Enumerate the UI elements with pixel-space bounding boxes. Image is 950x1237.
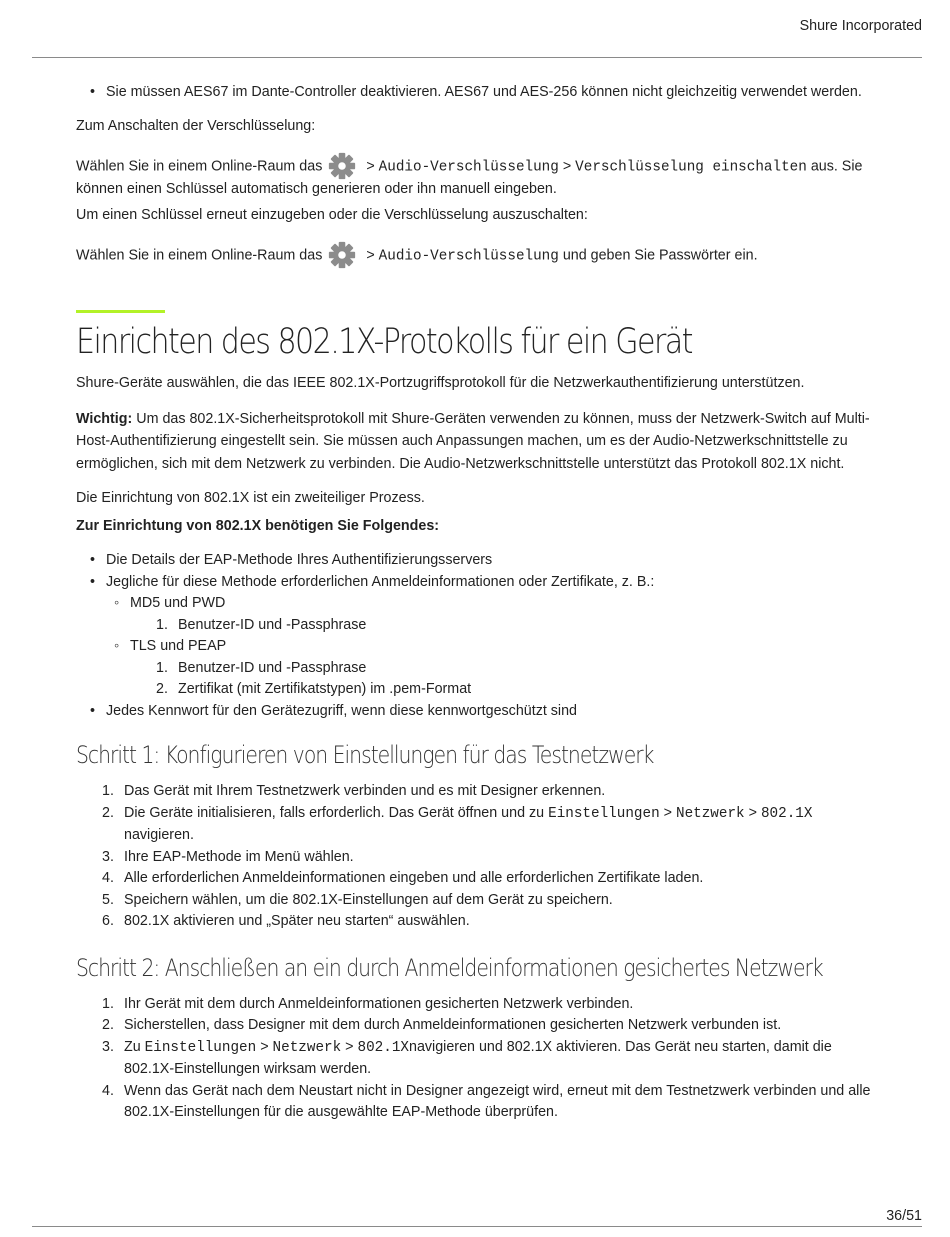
enc-change-intro: Um einen Schlüssel erneut einzugeben oder die Verschlüsselung auszuschalten:: [76, 206, 588, 223]
list-item: Zu Einstellungen > Netzwerk > 802.1Xnavigieren und 802.1X aktivieren. Das Gerät neu starten, damit die 802.1X-Einstellungen wirksam werden.: [124, 1038, 832, 1077]
gear-icon: [326, 240, 358, 270]
list-item: Ihre EAP-Methode im Menü wählen.: [124, 848, 354, 865]
step2-title: Schritt 2: Anschließen an ein durch Anmeldeinformationen gesichertes Netzwerk: [76, 953, 823, 982]
step2-list: [76, 994, 872, 1124]
enc-on-intro: Zum Anschalten der Verschlüsselung:: [76, 117, 316, 134]
section-accent-bar: [76, 310, 165, 313]
list-item: • Die Details der EAP-Methode Ihres Authentifizierungsservers: [106, 550, 872, 572]
list-item: 802.1X aktivieren und „Später neu starten“ auswählen.: [124, 913, 470, 929]
tls-credentials-list: [130, 658, 872, 701]
list-item: Sicherstellen, dass Designer mit dem durch Anmeldeinformationen gesicherten Netzwerk verbunden ist.: [124, 1017, 782, 1033]
list-item: Zertifikat (mit Zertifikatstypen) im .pem-Format: [178, 681, 472, 697]
list-item: Benutzer-ID und -Passphrase: [178, 659, 367, 676]
enc-on-instruction: Wählen Sie in einem Online-Raum das > Audio-Verschlüsselung > Verschlüsselung einschalten aus. Sie können einen Schlüssel automatisch generieren oder ihn manuell eingeben.: [76, 149, 872, 201]
needs-heading: Zur Einrichtung von 802.1X benötigen Sie Folgendes:: [76, 517, 440, 534]
list-item: Ihr Gerät mit dem durch Anmeldeinformationen gesicherten Netzwerk verbinden.: [124, 995, 634, 1012]
important-note: Wichtig: Um das 802.1X-Sicherheitsprotokoll mit Shure-Geräten verwenden zu können, muss der Netzwerk-Switch auf Multi-Host-Authentifizierung eingestellt sein. Sie müssen auch Anpassungen machen, um es der Audio-Netzwerkschnittstelle zu ermöglichen, sich mit dem Netzwerk zu verbinden. Die Audio-Netzwerkschnittstelle unterstützt das Protokoll 802.1X nicht.: [76, 410, 870, 472]
list-item: ◦ MD5 und PWD Benutzer-ID und -Passphrase: [130, 593, 872, 636]
footer-rule: [32, 1226, 922, 1227]
list-item: • Jegliche für diese Methode erforderlichen Anmeldeinformationen oder Zertifikate, z. B.: ◦ MD5 und PWD Benutzer-ID und -Passphrase ◦ TLS und PEAP Benutzer-ID und -Passphrase Zertifikat (mit Zertifikatstypen) im .pem-Format: [106, 572, 872, 701]
gear-icon: [326, 151, 358, 181]
enc-change-instruction: Wählen Sie in einem Online-Raum das > Audio-Verschlüsselung und geben Sie Passwörter ein.: [76, 238, 872, 268]
header-company: Shure Incorporated: [799, 18, 922, 34]
menu-path-enable-encryption: Verschlüsselung einschalten: [575, 159, 807, 176]
credential-types-list: [106, 593, 872, 701]
step1-list: [76, 781, 872, 933]
list-item: Wenn das Gerät nach dem Neustart nicht in Designer angezeigt wird, erneut mit dem Testnetzwerk verbinden und alle 802.1X-Einstellungen für die ausgewählte EAP-Methode überprüfen.: [124, 1082, 871, 1120]
section-title: Einrichten des 802.1X-Protokolls für ein Gerät: [76, 322, 692, 362]
page-number: 36/51: [886, 1208, 922, 1224]
page-content: [76, 82, 872, 1124]
important-label: Wichtig:: [76, 410, 133, 427]
list-item: ◦ TLS und PEAP Benutzer-ID und -Passphrase Zertifikat (mit Zertifikatstypen) im .pem-Format: [130, 636, 872, 701]
step1-title: Schritt 1: Konfigurieren von Einstellungen für das Testnetzwerk: [76, 741, 654, 769]
list-item: • Jedes Kennwort für den Gerätezugriff, wenn diese kennwortgeschützt sind: [106, 701, 872, 723]
list-item: Das Gerät mit Ihrem Testnetzwerk verbinden und es mit Designer erkennen.: [124, 783, 606, 799]
process-text: Die Einrichtung von 802.1X ist ein zweiteiliger Prozess.: [76, 490, 425, 506]
requirements-list: [76, 550, 872, 722]
list-item: • Sie müssen AES67 im Dante-Controller deaktivieren. AES67 und AES-256 können nicht gleichzeitig verwendet werden.: [106, 82, 872, 104]
menu-path-audio-encryption: Audio-Verschlüsselung: [378, 248, 559, 265]
aes-bullet-list: [76, 82, 872, 104]
header-rule: [32, 57, 922, 58]
list-item: Speichern wählen, um die 802.1X-Einstellungen auf dem Gerät zu speichern.: [124, 891, 613, 908]
menu-path-audio-encryption: Audio-Verschlüsselung: [378, 159, 559, 176]
list-item: Die Geräte initialisieren, falls erforderlich. Das Gerät öffnen und zu Einstellungen > Netzwerk > 802.1X navigieren.: [124, 804, 813, 843]
list-item: Benutzer-ID und -Passphrase: [178, 616, 367, 633]
list-item: Alle erforderlichen Anmeldeinformationen eingeben und alle erforderlichen Zertifikate laden.: [124, 870, 704, 886]
section-intro: Shure-Geräte auswählen, die das IEEE 802.1X-Portzugriffsprotokoll für die Netzwerkauthentifizierung unterstützen.: [76, 375, 805, 391]
md5-credentials-list: [130, 615, 872, 637]
